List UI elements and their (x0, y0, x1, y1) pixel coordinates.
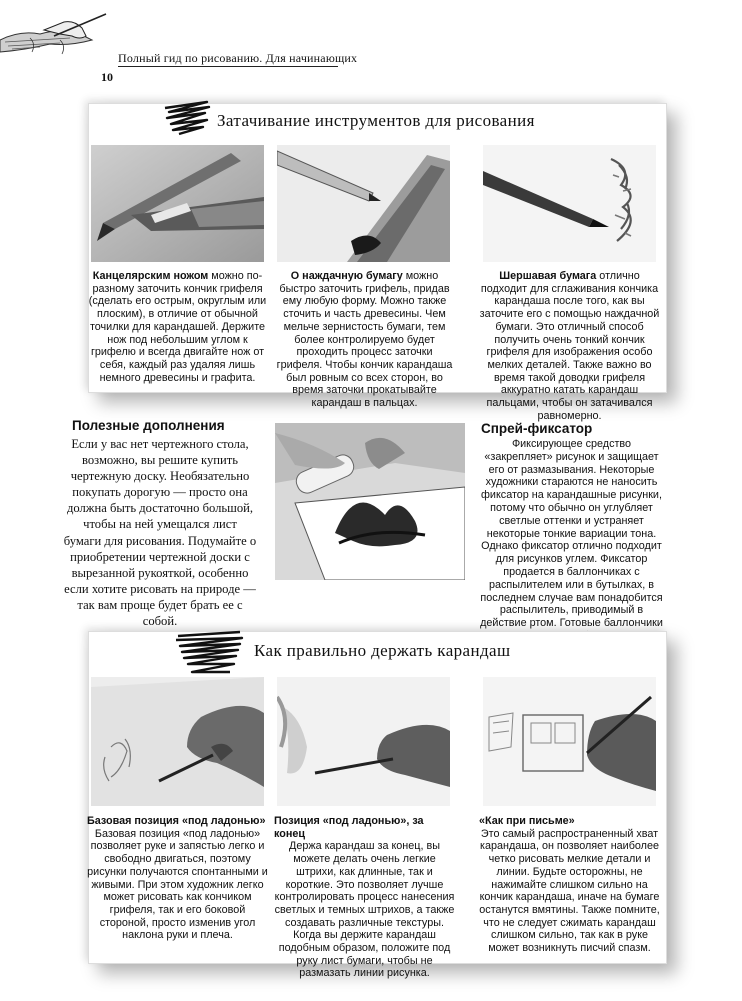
caption-text: Это самый распространенный хват карандаша, он позволяет наиболее четко рисовать мелкие детали и линии. Будьте осторожны, не нажимайте слишком сильно на кончик карандаша, иначе на бумаге останутся вмятины. Также помните, что не следует сжимать карандаш слишком сильно, так как в руке может возникнуть писчий спазм. (479, 827, 660, 955)
photo-knife-sharpening (91, 145, 264, 262)
section-title-sharpening: Затачивание инструментов для рисования (217, 111, 535, 130)
photo-grip-end (277, 677, 450, 806)
scribble-icon (174, 628, 246, 680)
caption-knife (87, 270, 268, 384)
header-rule (118, 66, 338, 67)
page-number: 10 (101, 70, 113, 84)
section-title-pencil-grip: Как правильно держать карандаш (254, 641, 511, 660)
photo-sandpaper-sharpening (277, 145, 450, 262)
caption-lead: Канцелярским ножом (92, 270, 209, 282)
caption-sandpaper (274, 270, 455, 410)
text-spray-fixative: Фиксирующее средство «закрепляет» рисунок и защищает его от размазывания. Некоторые художники стараются не наносить фиксатор на карандашные рисунки, потому что обычно он углубляет светлые оттенки и устраняет некоторые тонкие вариации тона. Однако фиксатор отлично подходит для рисунков углем. Фиксатор продается в баллончиках с распылителем или в бутылках, в последнем случае вам понадобится распылитель, приводимый в действие ртом. Готовые баллончики (480, 438, 663, 630)
heading-spray-fixative: Спрей-фиксатор (481, 421, 593, 436)
caption-grip-end (274, 815, 455, 980)
caption-lead: Позиция «под ладонью», за конец (274, 815, 424, 840)
caption-grip-writing (479, 815, 660, 955)
caption-rough-paper (479, 270, 660, 422)
photo-grip-under-palm (91, 677, 264, 806)
running-title: Полный гид по рисованию. Для начинающих (118, 51, 358, 65)
photo-spray-fixative (275, 423, 465, 580)
caption-lead: Шершавая бумага (499, 270, 597, 282)
caption-lead: Базовая позиция «под ладонью» (87, 815, 266, 827)
photo-rough-paper (483, 145, 656, 262)
caption-text: можно по-разному заточить кончик грифеля (сделать его острым, округлым или плоским), в отличие от обычной точилки для карандашей. Держите нож под небольшим углом к грифелю и всегда двигайте нож от себя, каждый раз удаляя лишь немного древесины и графита. (88, 270, 267, 384)
heading-useful-additions: Полезные дополнения (72, 418, 225, 433)
caption-text: Базовая позиция «под ладонью» позволяет руке и запястью легко и свободно двигаться, поэтому рисунки получаются спонтанными и живыми. При этом художник легко может рисовать как кончиком грифеля, так и его боковой стороной, просто изменив угол наклона руки и плеча. (87, 827, 268, 942)
scribble-icon (163, 98, 211, 136)
caption-text: можно быстро заточить грифель, придав ему любую форму. Можно также сточить и часть древесины. Чем мельче зернистость бумаги, тем более контролируемо будет проходить процесс заточки грифеля. Чтобы кончик карандаша был ровным со всех сторон, во время заточки прокатывайте карандаш в пальцах. (276, 270, 453, 410)
caption-lead: О наждачную бумагу (290, 270, 403, 282)
text-useful-additions: Если у вас нет чертежного стола, возможно, вы решите купить чертежную доску. Необязательно покупать дорогую — просто она должна быть достаточно большой, чтобы на ней умещался лист бумаги для рисования. Подумайте о приобретении чертежной доски с вырезанной рукояткой, особенно если хотите рисовать на природе — так вам проще будет брать ее с собой. (63, 437, 257, 629)
hand-sketch-illustration (0, 0, 110, 80)
caption-text: Держа карандаш за конец, вы можете делать очень легкие штрихи, как длинные, так и короткие. Это позволяет лучше контролировать процесс нанесения светлых и темных штрихов, а также создавать различные текстуры. Когда вы держите карандаш подобным образом, положите под руку лист бумаги, чтобы не размазать линии рисунка. (274, 840, 455, 980)
caption-lead: «Как при письме» (479, 815, 575, 827)
photo-grip-writing (483, 677, 656, 806)
caption-grip-under-palm (87, 815, 268, 942)
caption-text: отлично подходит для сглаживания кончика карандаша после того, как вы заточите его с помощью наждачной бумаги. Это отличный способ получить очень тонкий кончик грифеля для изображения особо мелких деталей. Также важно во время такой доводки грифеля аккуратно катать карандаш пальцами, чтобы он затачивался равномерно. (479, 270, 660, 422)
